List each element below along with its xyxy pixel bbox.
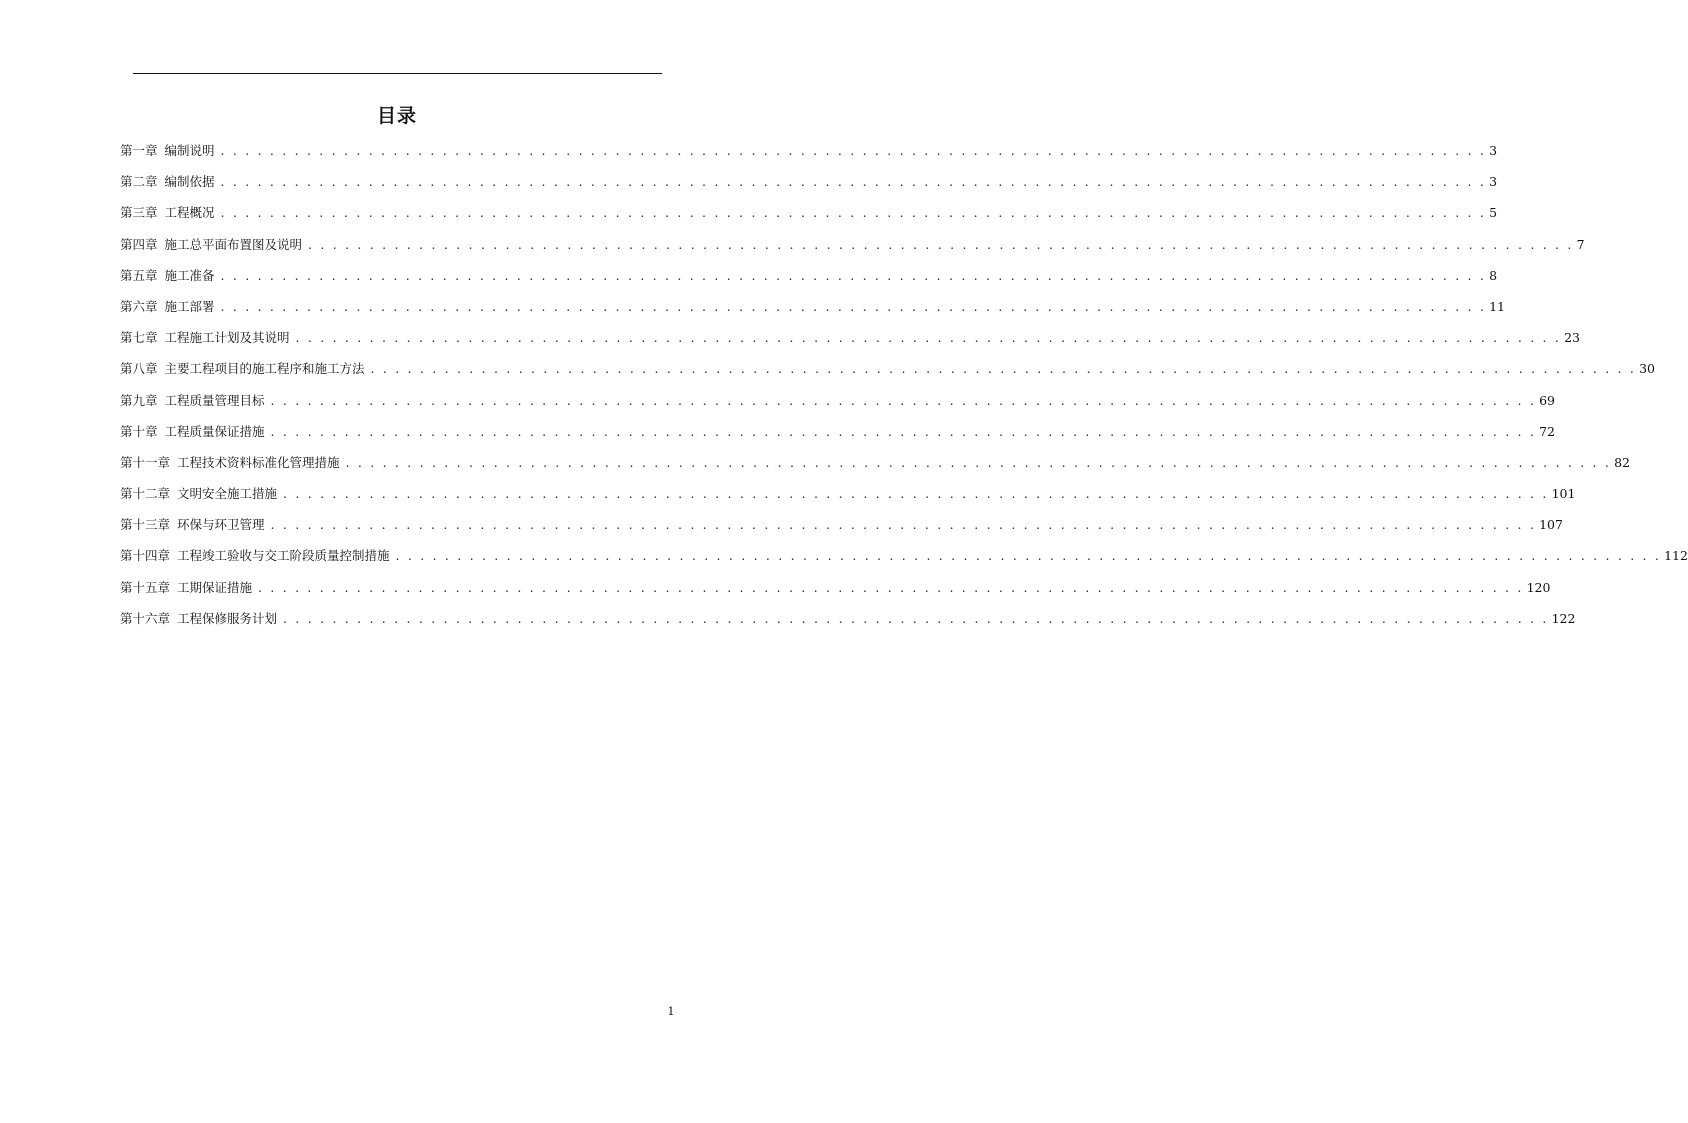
toc-title: 目录 [376,105,417,127]
toc-chapter-title: 工程质量管理目标 [164,392,265,408]
toc-dot-leader: . . . . . . . . . . . . . . . . . . . . . . . . . . . . . . . . . . . . . . . . . . . . . . . . . . . . . . . . . . . . . . . . . . . . . . . . . . . . . . . . . . . . . . . . . . . . . . . . . . . . . . . [283,486,1549,502]
toc-entry [120,484,1576,515]
toc-chapter-title: 工程施工计划及其说明 [164,330,290,346]
toc-dot-leader: . . . . . . . . . . . . . . . . . . . . . . . . . . . . . . . . . . . . . . . . . . . . . . . . . . . . . . . . . . . . . . . . . . . . . . . . . . . . . . . . . . . . . . . . . . . . . . . . . . . . . . . [370,361,1637,377]
toc-entry [120,328,1580,359]
toc-page-number: 3 [1489,143,1498,158]
toc-page-number: 3 [1489,174,1498,190]
toc-chapter-title: 编制依据 [164,174,215,190]
toc-chapter-title: 工程技术资料标准化管理措施 [177,454,340,470]
toc-chapter-number: 第十三章 [120,517,171,533]
toc-entry [120,172,1498,203]
toc-entry [120,359,1655,390]
toc-dot-leader: . . . . . . . . . . . . . . . . . . . . . . . . . . . . . . . . . . . . . . . . . . . . . . . . . . . . . . . . . . . . . . . . . . . . . . . . . . . . . . . . . . . . . . . . . . . . . . . . . . . . . . . [220,267,1487,283]
toc-page-number: 11 [1489,298,1505,314]
toc-entry [120,391,1555,422]
toc-chapter-title: 工程质量保证措施 [164,423,265,439]
toc-page-number: 101 [1551,486,1576,502]
toc-entry [120,578,1551,609]
toc-page-number: 82 [1614,454,1630,470]
toc-chapter-number: 第四章 [120,236,158,252]
toc-page-number: 30 [1639,361,1655,377]
toc-chapter-number: 第十一章 [120,454,171,470]
toc-chapter-title: 文明安全施工措施 [177,486,278,502]
toc-entry [120,422,1555,453]
toc-dot-leader: . . . . . . . . . . . . . . . . . . . . . . . . . . . . . . . . . . . . . . . . . . . . . . . . . . . . . . . . . . . . . . . . . . . . . . . . . . . . . . . . . . . . . . . . . . . . . . . . . . . . . . . [270,517,1537,533]
toc-chapter-number: 第十五章 [120,579,171,595]
toc-page-number: 5 [1489,205,1498,221]
toc-entry [120,266,1498,297]
toc-chapter-number: 第十四章 [120,548,171,564]
toc-chapter-number: 第六章 [120,298,158,314]
toc-dot-leader: . . . . . . . . . . . . . . . . . . . . . . . . . . . . . . . . . . . . . . . . . . . . . . . . . . . . . . . . . . . . . . . . . . . . . . . . . . . . . . . . . . . . . . . . . . . . . . . . . . . . . . . [220,205,1487,221]
toc-dot-leader: . . . . . . . . . . . . . . . . . . . . . . . . . . . . . . . . . . . . . . . . . . . . . . . . . . . . . . . . . . . . . . . . . . . . . . . . . . . . . . . . . . . . . . . . . . . . . . . . . . . . . . . [270,423,1537,439]
toc-chapter-title: 施工部署 [164,298,215,314]
toc-chapter-title: 工程保修服务计划 [177,610,278,626]
toc-chapter-number: 第八章 [120,361,158,377]
toc-page-number: 69 [1539,392,1555,408]
toc-chapter-number: 第十二章 [120,486,171,502]
toc-chapter-title: 编制说明 [164,143,215,158]
toc-entry [120,203,1498,234]
toc-chapter-title: 工程竣工验收与交工阶段质量控制措施 [177,548,390,564]
toc-page-number: 72 [1539,423,1555,439]
toc-chapter-number: 第三章 [120,205,158,221]
toc-entry [120,515,1563,546]
toc-entry [120,141,1498,172]
toc-dot-leader: . . . . . . . . . . . . . . . . . . . . . . . . . . . . . . . . . . . . . . . . . . . . . . . . . . . . . . . . . . . . . . . . . . . . . . . . . . . . . . . . . . . . . . . . . . . . . . . . . . . . . . . [295,330,1562,346]
toc-chapter-number: 第二章 [120,174,158,190]
toc-chapter-title: 工程概况 [164,205,215,221]
toc-entry [120,235,1585,266]
toc-chapter-title: 环保与环卫管理 [177,517,265,533]
header-rule [133,73,662,74]
toc-page-number: 112 [1664,548,1688,564]
toc-chapter-number: 第五章 [120,267,158,283]
toc-chapter-number: 第七章 [120,330,158,346]
toc-chapter-number: 第十章 [120,423,158,439]
toc-chapter-title: 施工总平面布置图及说明 [164,236,303,252]
toc-page-number: 8 [1489,267,1498,283]
toc-page-number: 107 [1539,517,1563,533]
toc-chapter-title: 工期保证措施 [177,579,253,595]
toc-entry [120,546,1688,577]
toc-chapter-title: 主要工程项目的施工程序和施工方法 [164,361,365,377]
toc-chapter-number: 第九章 [120,392,158,408]
toc-chapter-number: 第十六章 [120,610,171,626]
toc-dot-leader: . . . . . . . . . . . . . . . . . . . . . . . . . . . . . . . . . . . . . . . . . . . . . . . . . . . . . . . . . . . . . . . . . . . . . . . . . . . . . . . . . . . . . . . . . . . . . . . . . . . . . . . [395,548,1662,564]
toc-list [120,141,1688,640]
toc-dot-leader: . . . . . . . . . . . . . . . . . . . . . . . . . . . . . . . . . . . . . . . . . . . . . . . . . . . . . . . . . . . . . . . . . . . . . . . . . . . . . . . . . . . . . . . . . . . . . . . . . . . . . . . [220,143,1487,158]
toc-dot-leader: . . . . . . . . . . . . . . . . . . . . . . . . . . . . . . . . . . . . . . . . . . . . . . . . . . . . . . . . . . . . . . . . . . . . . . . . . . . . . . . . . . . . . . . . . . . . . . . . . . . . . . . [270,392,1537,408]
toc-dot-leader: . . . . . . . . . . . . . . . . . . . . . . . . . . . . . . . . . . . . . . . . . . . . . . . . . . . . . . . . . . . . . . . . . . . . . . . . . . . . . . . . . . . . . . . . . . . . . . . . . . . . . . . [345,454,1612,470]
toc-dot-leader: . . . . . . . . . . . . . . . . . . . . . . . . . . . . . . . . . . . . . . . . . . . . . . . . . . . . . . . . . . . . . . . . . . . . . . . . . . . . . . . . . . . . . . . . . . . . . . . . . . . . . . . [220,298,1487,314]
toc-entry [120,609,1576,640]
toc-page-number: 120 [1526,579,1551,595]
toc-dot-leader: . . . . . . . . . . . . . . . . . . . . . . . . . . . . . . . . . . . . . . . . . . . . . . . . . . . . . . . . . . . . . . . . . . . . . . . . . . . . . . . . . . . . . . . . . . . . . . . . . . . . . . . [258,579,1524,595]
page-number: 1 [667,1005,675,1018]
toc-dot-leader: . . . . . . . . . . . . . . . . . . . . . . . . . . . . . . . . . . . . . . . . . . . . . . . . . . . . . . . . . . . . . . . . . . . . . . . . . . . . . . . . . . . . . . . . . . . . . . . . . . . . . . . [283,610,1549,626]
toc-entry [120,453,1630,484]
toc-page-number: 7 [1576,236,1585,252]
toc-dot-leader: . . . . . . . . . . . . . . . . . . . . . . . . . . . . . . . . . . . . . . . . . . . . . . . . . . . . . . . . . . . . . . . . . . . . . . . . . . . . . . . . . . . . . . . . . . . . . . . . . . . . . . . [308,236,1574,252]
toc-page-number: 122 [1551,610,1576,626]
toc-chapter-number: 第一章 [120,143,158,158]
toc-page-number: 23 [1564,330,1580,346]
toc-dot-leader: . . . . . . . . . . . . . . . . . . . . . . . . . . . . . . . . . . . . . . . . . . . . . . . . . . . . . . . . . . . . . . . . . . . . . . . . . . . . . . . . . . . . . . . . . . . . . . . . . . . . . . . [220,174,1487,190]
toc-chapter-title: 施工准备 [164,267,215,283]
toc-entry [120,297,1505,328]
